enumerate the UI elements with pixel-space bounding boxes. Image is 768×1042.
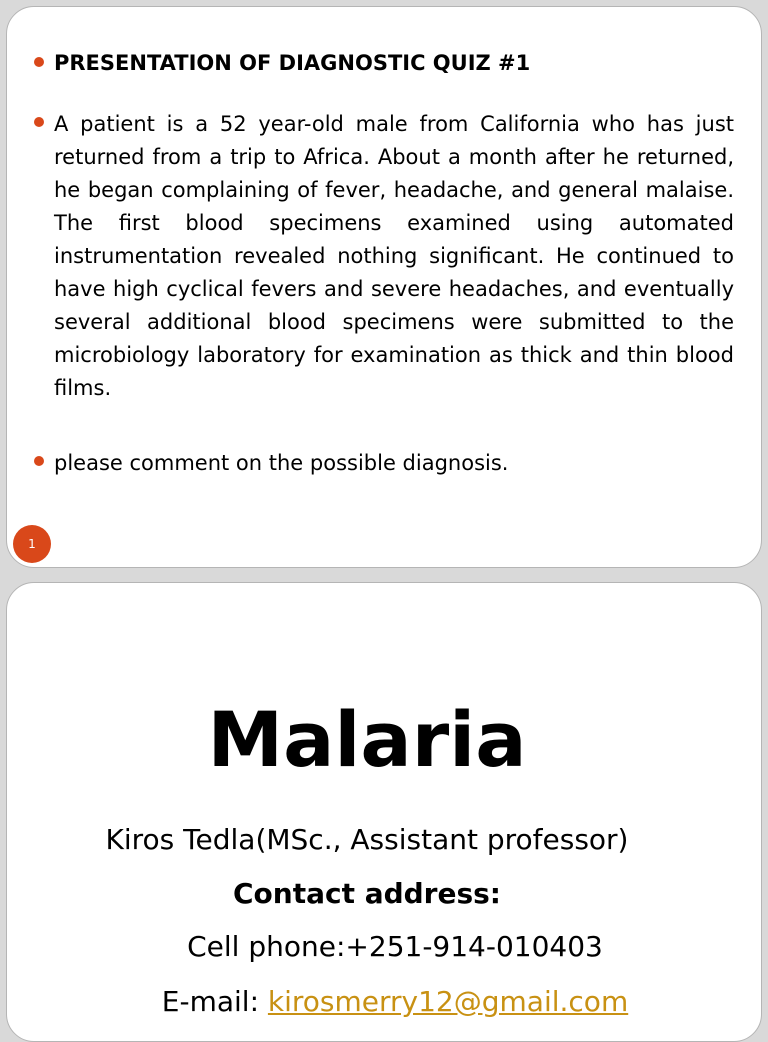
- bullet-icon: [34, 117, 44, 127]
- bullet-icon: [34, 57, 44, 67]
- quiz-heading: PRESENTATION OF DIAGNOSTIC QUIZ #1: [54, 51, 531, 75]
- email-label: E-mail:: [161, 985, 268, 1018]
- slide-1: [6, 6, 762, 568]
- bullet-icon: [34, 456, 44, 466]
- case-description: A patient is a 52 year-old male from California who has just returned from a trip to Africa. About a month after he returned, he began complaining of fever, headache, and general malaise. The first blood specimens examined using automated instrumentation revealed nothing significant. He continued to have high cyclical fevers and severe headaches, and eventually several additional blood specimens were submitted to the microbiology laboratory for examination as thick and thin blood films.: [54, 112, 734, 400]
- slide-2: [6, 582, 762, 1042]
- author-line: Kiros Tedla(MSc., Assistant professor): [105, 823, 629, 856]
- email-line: [17, 985, 768, 1018]
- slide-title: Malaria: [207, 695, 527, 784]
- contact-heading: Contact address:: [232, 877, 502, 910]
- phone-line: Cell phone:+251-914-010403: [187, 930, 603, 963]
- page-number-badge: 1: [13, 525, 51, 563]
- diagnosis-prompt: please comment on the possible diagnosis.: [54, 451, 509, 475]
- email-link[interactable]: kirosmerry12@gmail.com: [267, 985, 629, 1018]
